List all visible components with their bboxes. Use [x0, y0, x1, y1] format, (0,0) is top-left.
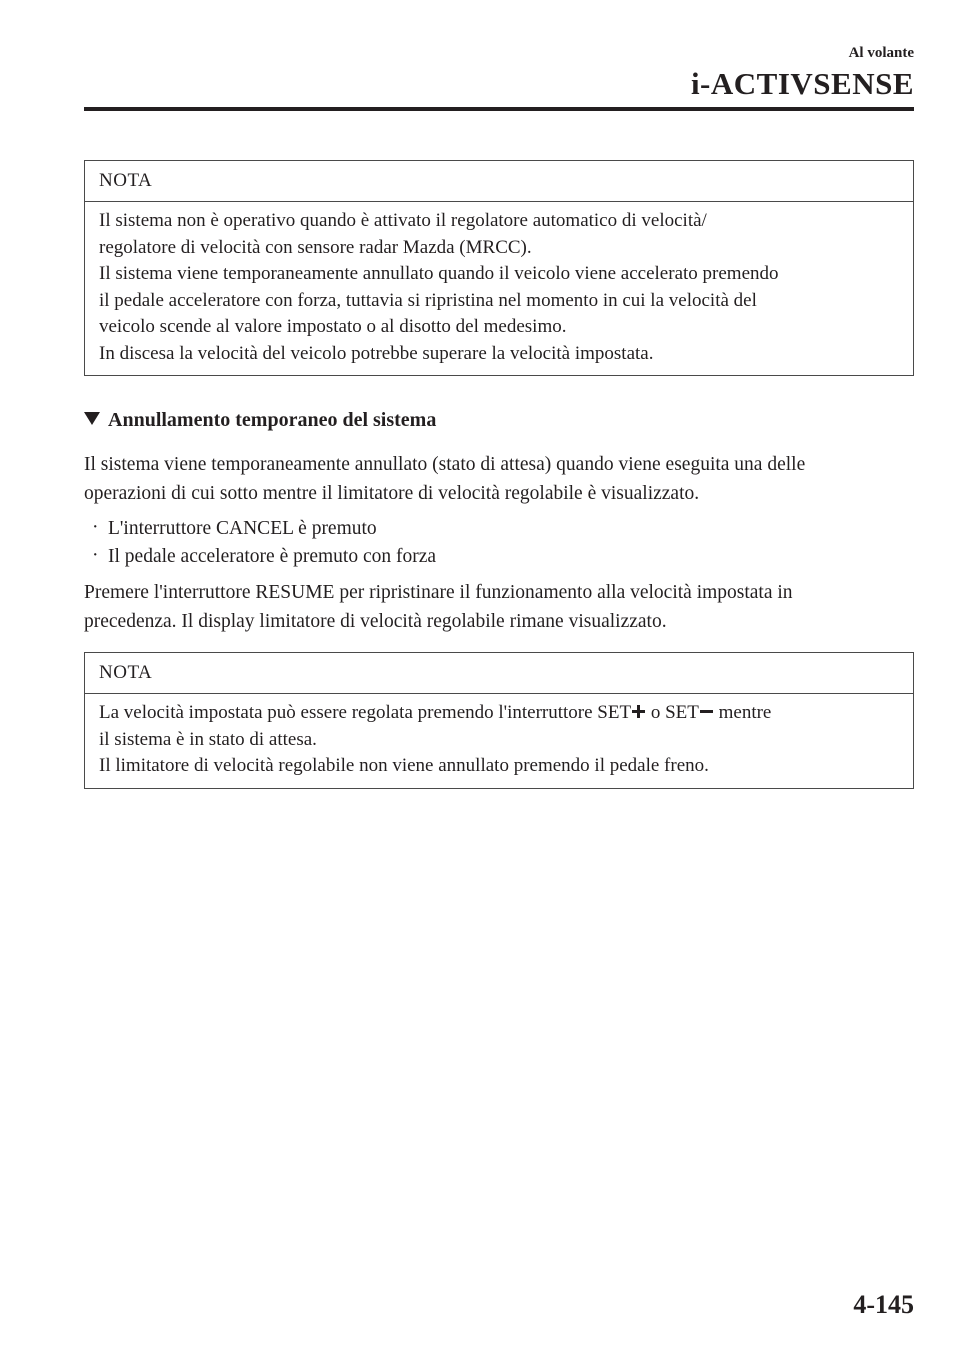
triangle-down-icon: [84, 412, 100, 425]
note-line: In discesa la velocità del veicolo potrebbe superare la velocità impostata.: [99, 342, 654, 364]
intro-paragraph: [84, 450, 914, 508]
note-text: mentre: [713, 702, 772, 723]
note-line: Il limitatore di velocità regolabile non viene annullato premendo il pedale freno.: [99, 755, 709, 776]
bullet-list: [90, 515, 436, 571]
note-body: [85, 694, 913, 788]
intro-line: operazioni di cui sotto mentre il limitatore di velocità regolabile è visualizzato.: [84, 483, 700, 504]
chapter-title: Al volante: [848, 45, 914, 61]
note-text: La velocità impostata può essere regolata premendo l'interruttore SET: [99, 702, 632, 723]
note-line: regolatore di velocità con sensore radar Mazda (MRCC).: [99, 236, 532, 258]
note-text: o SET: [646, 702, 699, 723]
subsection-heading-text: Annullamento temporaneo del sistema: [108, 409, 437, 431]
minus-icon: [700, 705, 713, 719]
note-heading: NOTA: [85, 161, 913, 202]
page-number: 4-145: [853, 1290, 914, 1319]
intro-line: Il sistema viene temporaneamente annullato (stato di attesa) quando viene eseguita una delle: [84, 454, 806, 475]
note-heading: NOTA: [85, 653, 913, 694]
note-body: [85, 202, 913, 375]
outro-line: precedenza. Il display limitatore di velocità regolabile rimane visualizzato.: [84, 611, 667, 632]
outro-line: Premere l'interruttore RESUME per ripristinare il funzionamento alla velocità impostata in: [84, 582, 793, 603]
section-title: i-ACTIVSENSE: [690, 66, 914, 101]
header-rule: [84, 107, 914, 111]
list-item: · Il pedale acceleratore è premuto con forza: [90, 543, 436, 571]
note-line: Il sistema non è operativo quando è attivato il regolatore automatico di velocità/: [99, 210, 707, 231]
note-line: il sistema è in stato di attesa.: [99, 728, 317, 750]
list-item: · L'interruttore CANCEL è premuto: [90, 515, 436, 543]
note-box-1: [84, 160, 914, 376]
outro-paragraph: [84, 578, 914, 636]
page-header: [691, 44, 914, 102]
note-line: Il sistema viene temporaneamente annullato quando il veicolo viene accelerato premendo: [99, 263, 779, 284]
subsection-heading: [84, 406, 436, 434]
note-line: [99, 700, 899, 727]
note-box-2: [84, 652, 914, 789]
plus-icon: [632, 705, 645, 719]
note-line: veicolo scende al valore impostato o al disotto del medesimo.: [99, 316, 567, 337]
note-line: il pedale acceleratore con forza, tuttavia si ripristina nel momento in cui la velocità del: [99, 289, 757, 311]
